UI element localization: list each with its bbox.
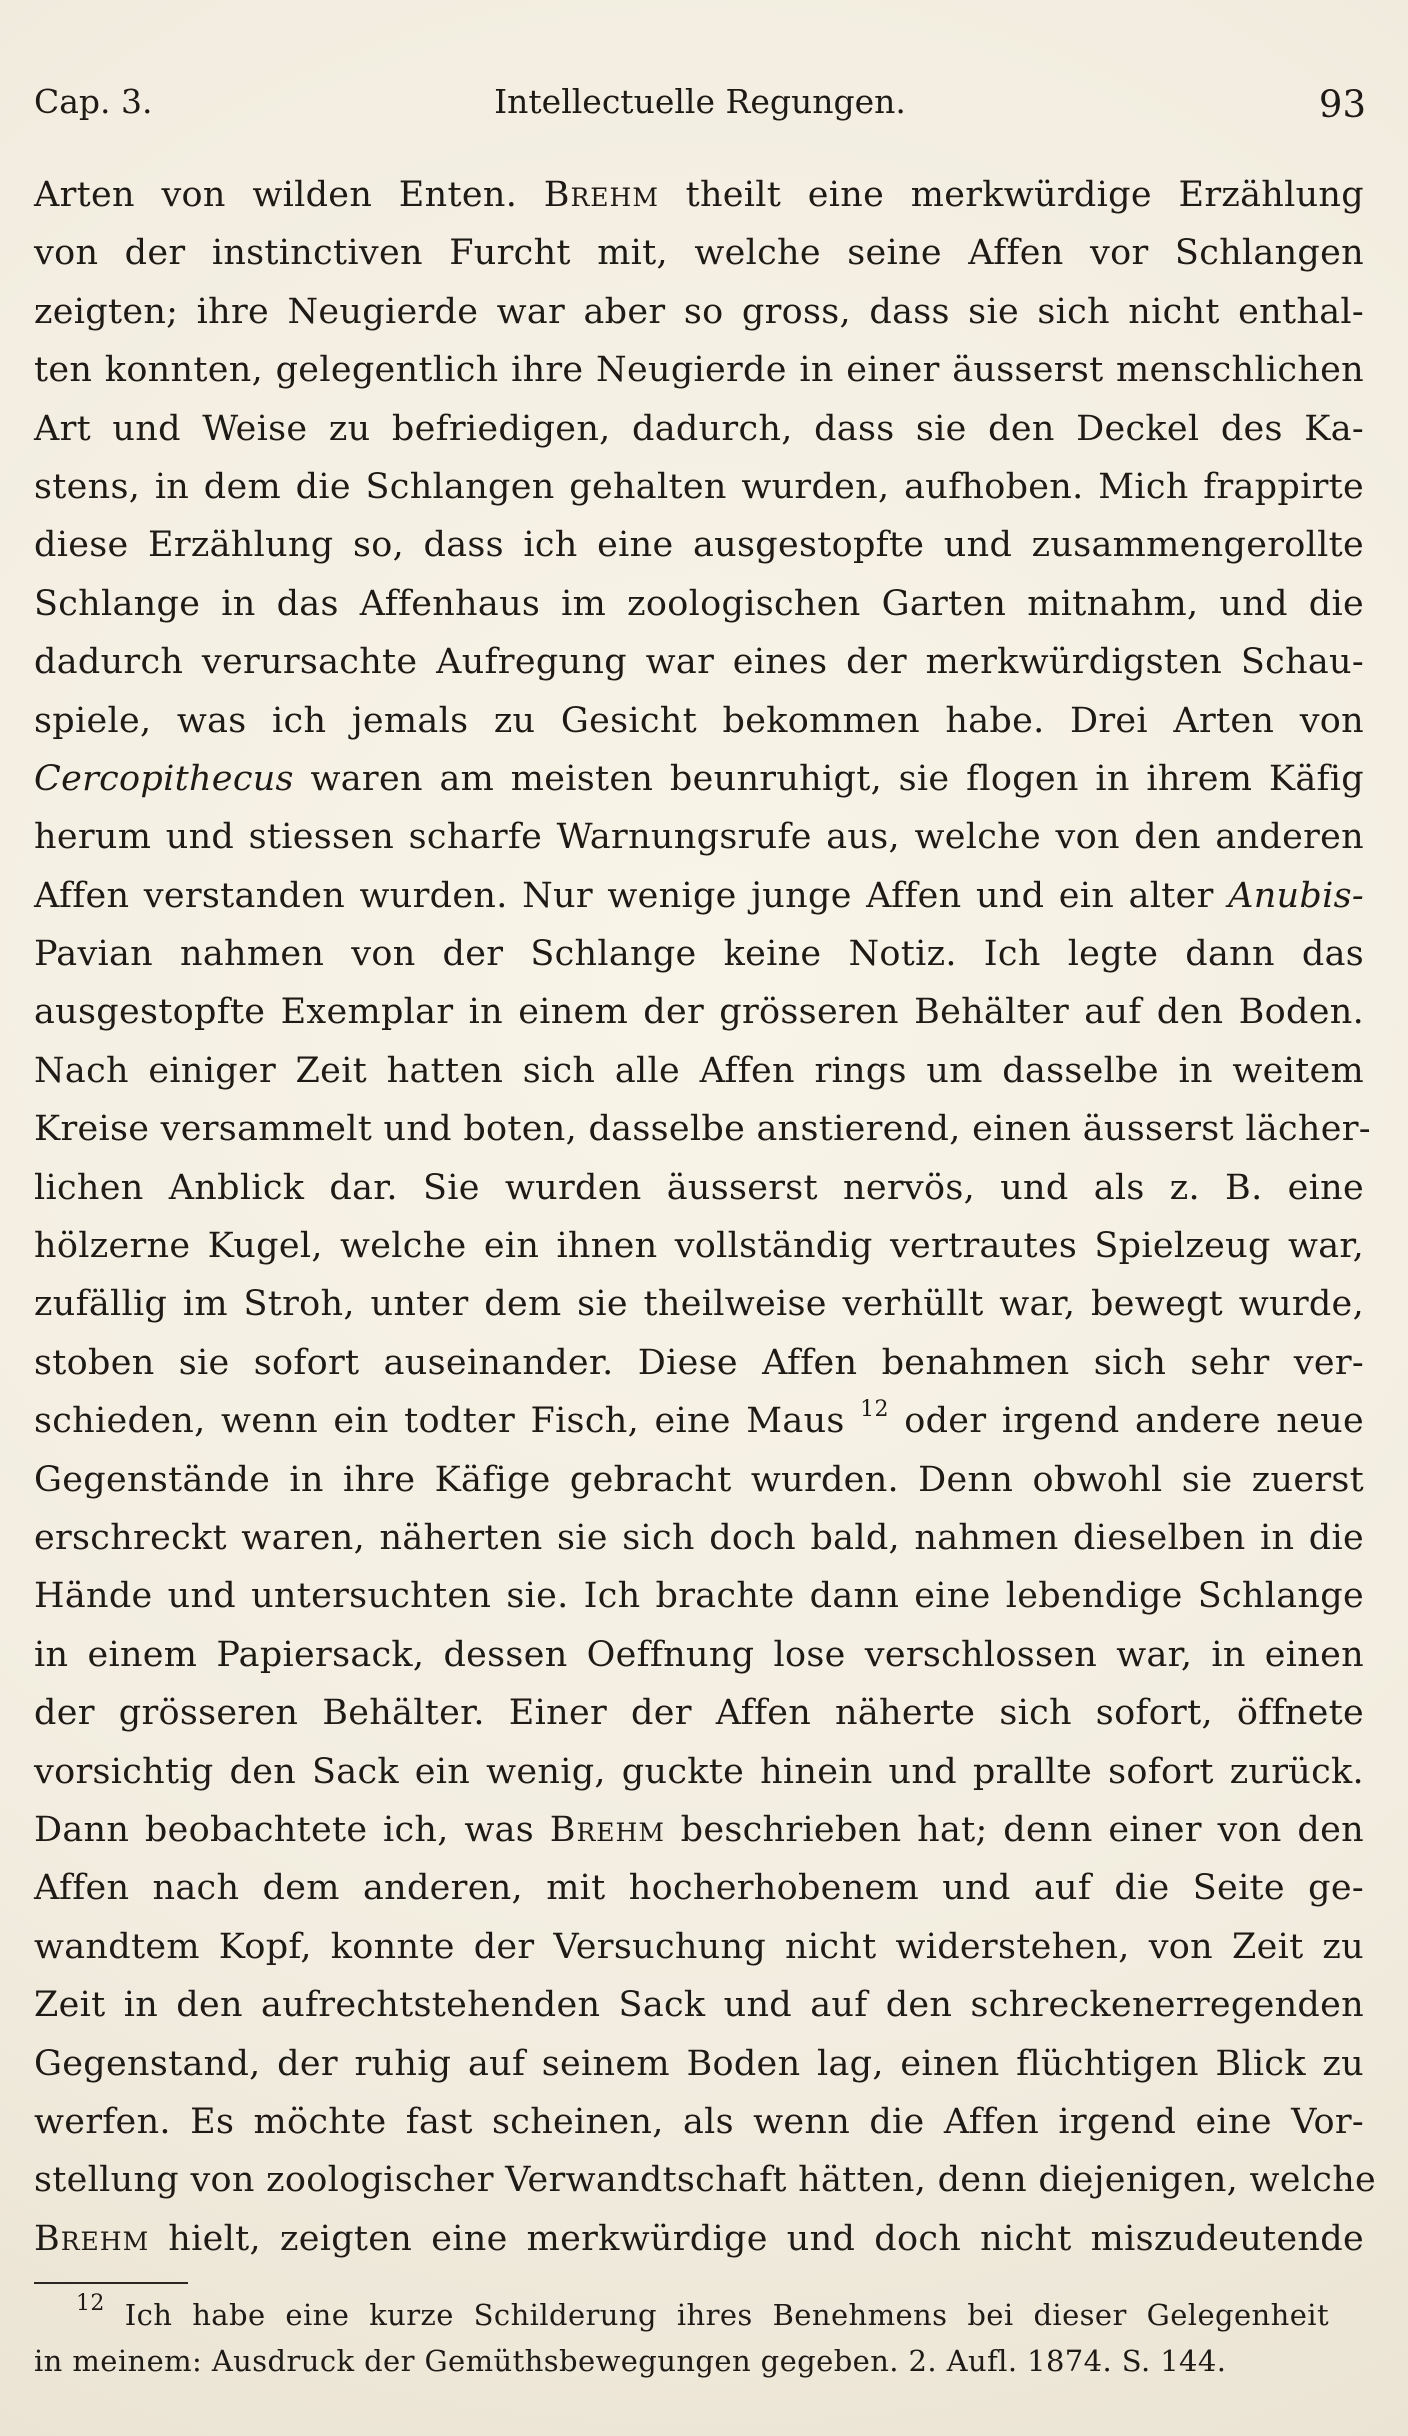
author-name: Brehm (549, 1809, 665, 1850)
author-name: Brehm (543, 175, 659, 215)
text-line: Dann beobachtete ich, was Brehm beschrieben hat; denn einer von den (34, 1809, 1364, 1850)
author-name: Brehm (34, 2218, 150, 2259)
text-line: ausgestopfte Exemplar in einem der grösseren Behälter auf den Boden. (34, 992, 1364, 1033)
running-title: Intellectuelle Regungen. (494, 82, 906, 121)
text-line: in einem Papiersack, dessen Oeffnung lose verschlossen war, in einen (34, 1634, 1364, 1675)
text-line: von der instinctiven Furcht mit, welche seine Affen vor Schlangen (34, 233, 1364, 274)
chapter-label: Cap. 3. (34, 82, 153, 121)
footnote-line: in meinem: Ausdruck der Gemüthsbewegungen gegeben. 2. Aufl. 1874. S. 144. (34, 2344, 1227, 2378)
text-line: zufällig im Stroh, unter dem sie theilweise verhüllt war, bewegt wurde, (34, 1284, 1364, 1325)
text-line: der grösseren Behälter. Einer der Affen näherte sich sofort, öffnete (34, 1693, 1364, 1734)
text-line: schieden, wenn ein todter Fisch, eine Maus $^{12}$ oder irgend andere neue (34, 1396, 1364, 1442)
text-line: Schlange in das Affenhaus im zoologischen Garten mitnahm, und die (34, 583, 1364, 624)
text-line: stens, in dem die Schlangen gehalten wurden, aufhoben. Mich frappirte (34, 466, 1364, 507)
footnote-reference: 12 (860, 1396, 889, 1422)
text-line: Nach einiger Zeit hatten sich alle Affen rings um dasselbe in weitem (34, 1050, 1364, 1091)
text-line: Zeit in den aufrechtstehenden Sack und auf den schreckenerregenden (34, 1985, 1364, 2026)
text-line: werfen. Es möchte fast scheinen, als wenn die Affen irgend eine Vor- (34, 2101, 1364, 2142)
text-line: zeigten; ihre Neugierde war aber so gross, dass sie sich nicht enthal- (34, 291, 1364, 332)
text-line: lichen Anblick dar. Sie wurden äusserst nervös, und als z. B. eine (34, 1167, 1364, 1208)
text-line: Brehm hielt, zeigten eine merkwürdige und doch nicht miszudeutende (34, 2218, 1364, 2259)
text-line: Kreise versammelt und boten, dasselbe anstierend, einen äusserst lächer- (34, 1109, 1371, 1150)
genus-name: Cercopithecus (34, 758, 294, 799)
text-line: Gegenstand, der ruhig auf seinem Boden lag, einen flüchtigen Blick zu (34, 2043, 1364, 2084)
text-line: Arten von wilden Enten. Brehm theilt eine merkwürdige Erzählung (34, 175, 1364, 215)
running-header (34, 78, 1366, 126)
footnote (34, 2292, 1329, 2384)
footnote-line: $^{12}$ Ich habe eine kurze Schilderung ihres Benehmens bei dieser Gelegenheit (76, 2291, 1329, 2332)
text-line: Affen nach dem anderen, mit hocherhobenem und auf die Seite ge- (34, 1868, 1364, 1909)
text-line: herum und stiessen scharfe Warnungsrufe aus, welche von den anderen (34, 817, 1364, 858)
page-number: 93 (1318, 83, 1366, 126)
text-line: Pavian nahmen von der Schlange keine Notiz. Ich legte dann das (34, 934, 1364, 975)
text-line: vorsichtig den Sack ein wenig, guckte hinein und prallte sofort zurück. (34, 1751, 1364, 1792)
text-line: erschreckt waren, näherten sie sich doch bald, nahmen dieselben in die (34, 1517, 1364, 1558)
body-text (34, 166, 1377, 2268)
text-line: Hände und untersuchten sie. Ich brachte dann eine lebendige Schlange (34, 1576, 1364, 1617)
genus-name: Anubis- (1228, 875, 1364, 916)
footnote-marker: 12 (76, 2291, 105, 2317)
text-line: Affen verstanden wurden. Nur wenige junge Affen und ein alter Anubis- (34, 875, 1364, 916)
text-line: Cercopithecus waren am meisten beunruhigt, sie flogen in ihrem Käfig (34, 758, 1364, 799)
text-line: diese Erzählung so, dass ich eine ausgestopfte und zusammengerollte (34, 525, 1364, 566)
text-line: spiele, was ich jemals zu Gesicht bekommen habe. Drei Arten von (34, 700, 1364, 741)
text-line: Gegenstände in ihre Käfige gebracht wurden. Denn obwohl sie zuerst (34, 1459, 1364, 1500)
text-line: stoben sie sofort auseinander. Diese Affen benahmen sich sehr ver- (34, 1342, 1364, 1383)
text-line: hölzerne Kugel, welche ein ihnen vollständig vertrautes Spielzeug war, (34, 1226, 1364, 1267)
text-line: Art und Weise zu befriedigen, dadurch, dass sie den Deckel des Ka- (34, 408, 1364, 449)
text-line: ten konnten, gelegentlich ihre Neugierde in einer äusserst menschlichen (34, 350, 1364, 391)
text-line: dadurch verursachte Aufregung war eines der merkwürdigsten Schau- (34, 642, 1364, 683)
text-line: stellung von zoologischer Verwandtschaft hätten, denn diejenigen, welche (34, 2160, 1377, 2201)
text-line: wandtem Kopf, konnte der Versuchung nicht widerstehen, von Zeit zu (34, 1926, 1364, 1967)
footnote-rule (34, 2282, 188, 2284)
